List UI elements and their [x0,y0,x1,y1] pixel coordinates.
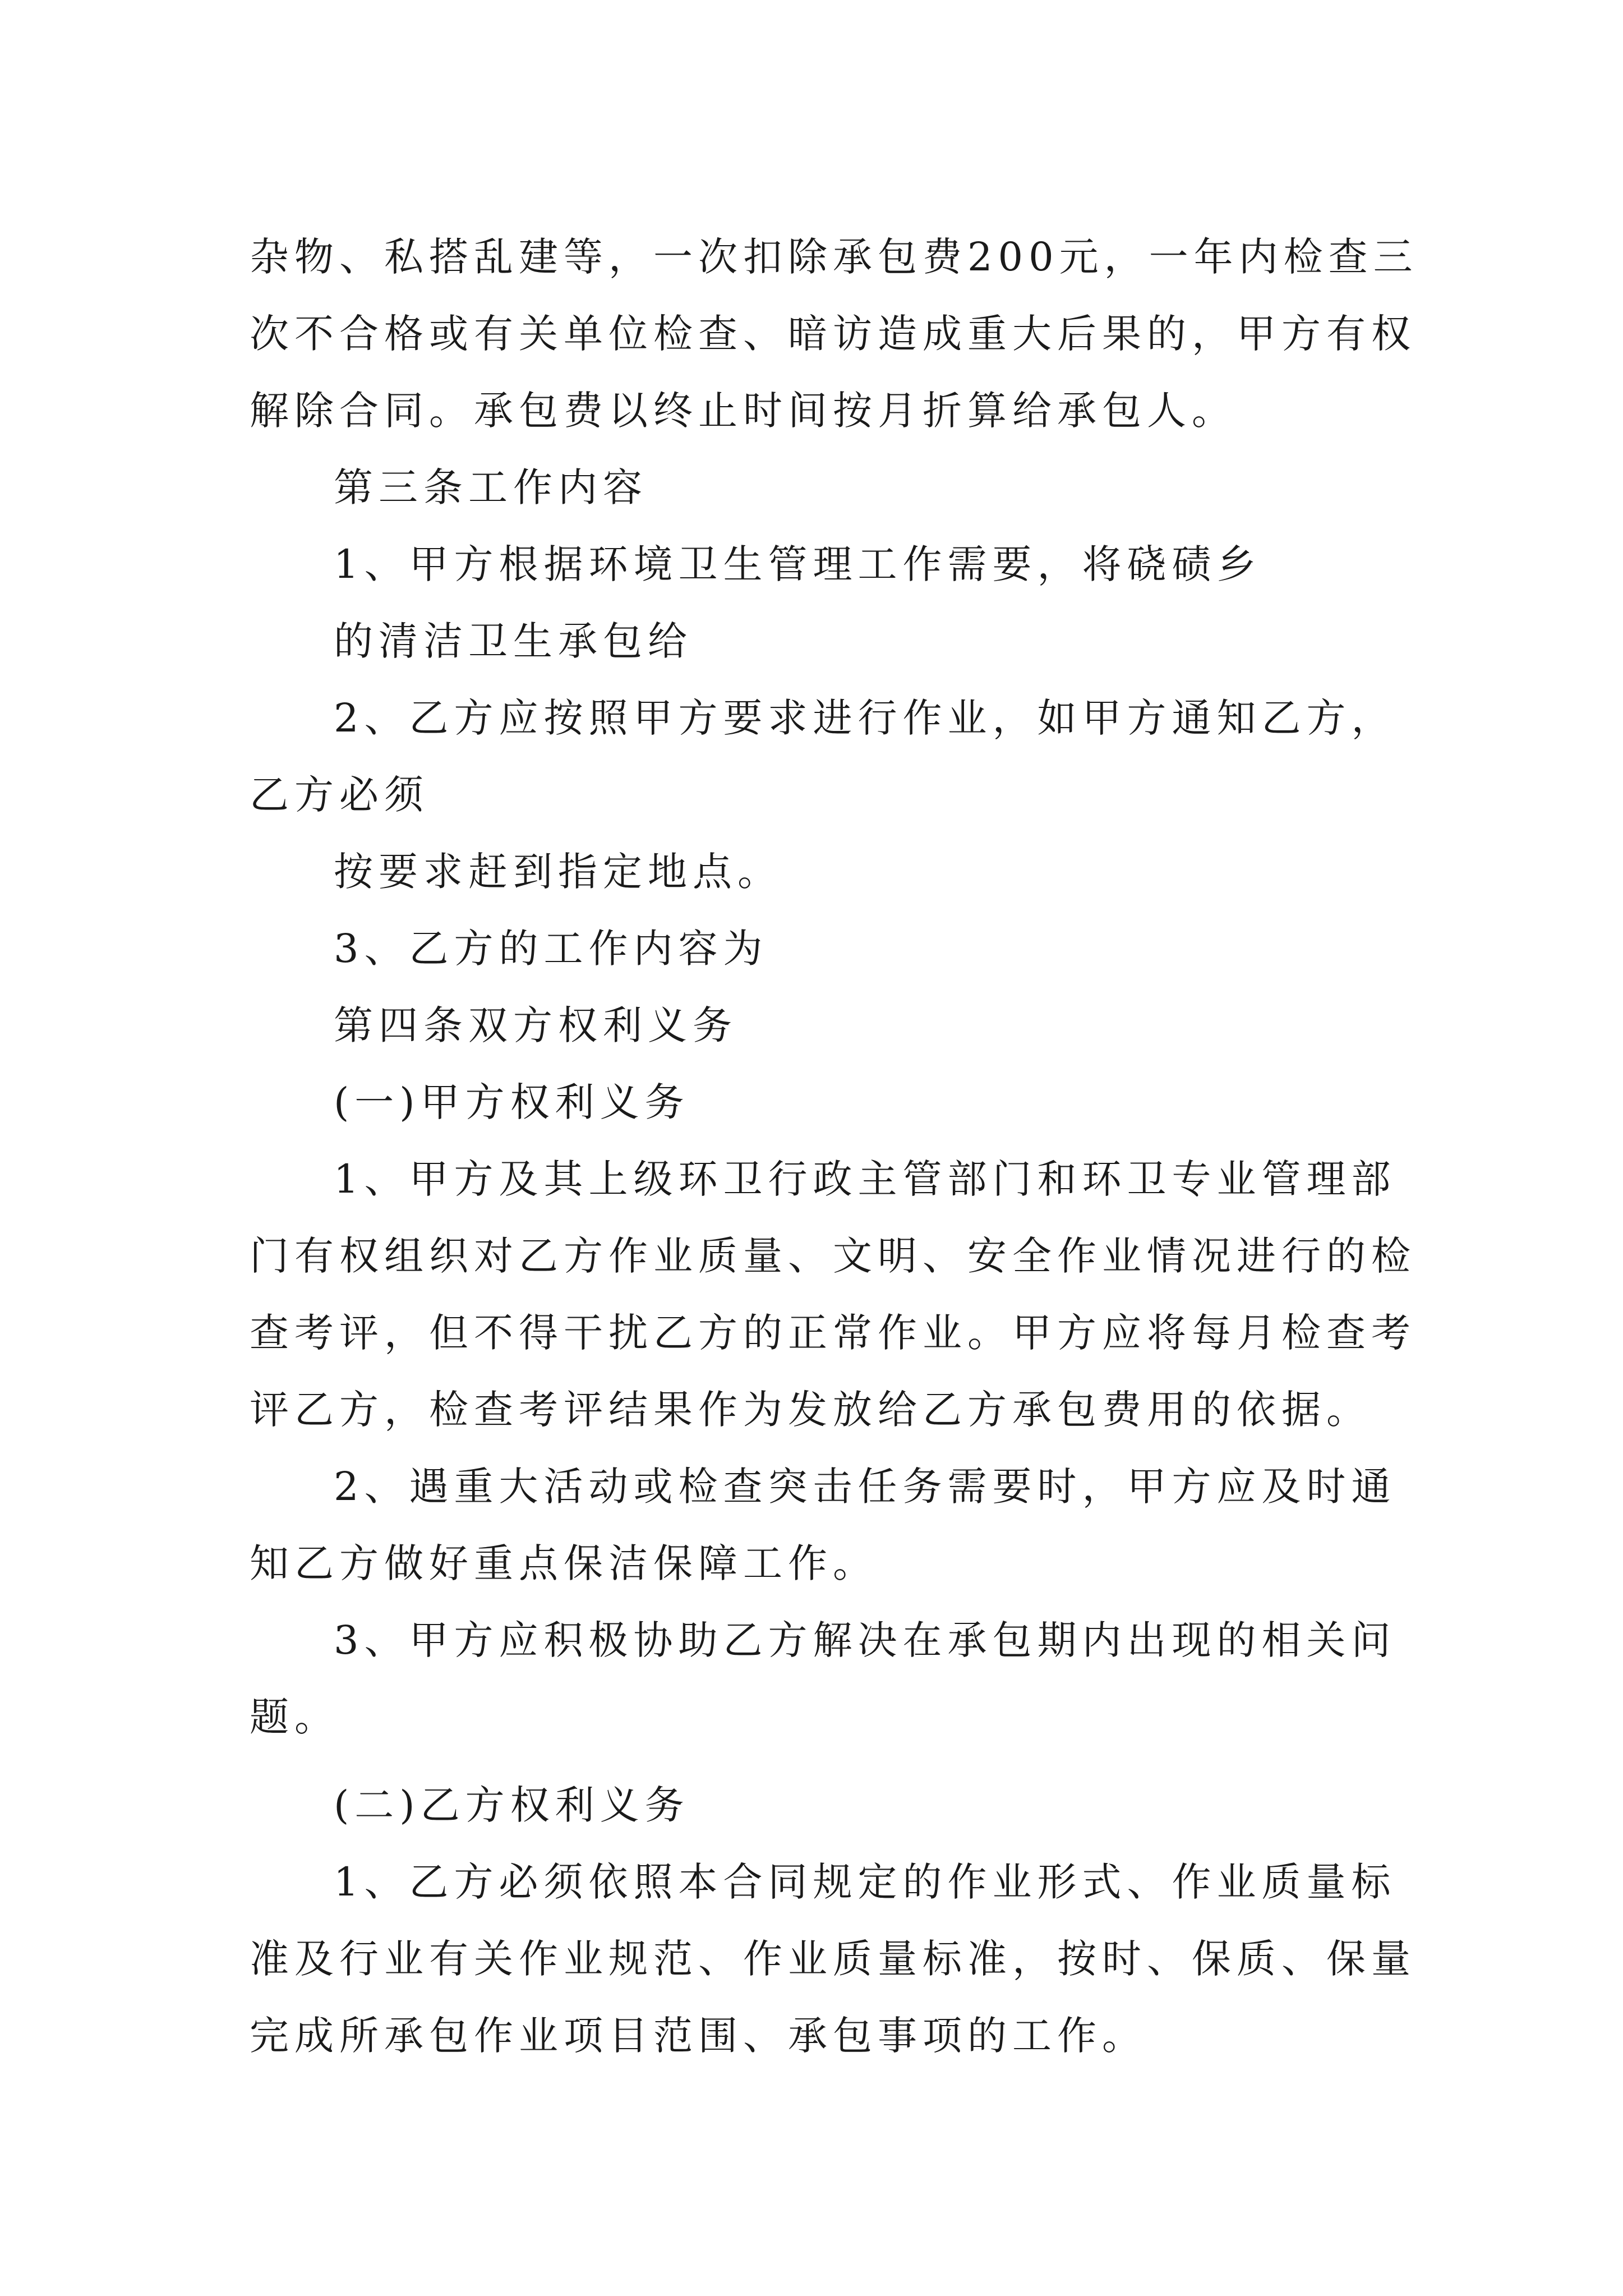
paragraph-gap [250,1756,1388,1767]
section-heading: 第三条工作内容 [334,464,648,510]
text-line: 次不合格或有关单位检查、暗访造成重大后果的，甲方有权 [250,311,1416,357]
text-line: 门有权组织对乙方作业质量、文明、安全作业情况进行的检 [250,1233,1416,1279]
text-line: 按要求赶到指定地点。 [334,849,782,895]
text-line: 1、甲方及其上级环卫行政主管部门和环卫专业管理部 [334,1156,1396,1202]
text-line: 3、甲方应积极协助乙方解决在承包期内出现的相关问 [334,1617,1396,1663]
text-line: 1、乙方必须依照本合同规定的作业形式、作业质量标 [334,1859,1396,1905]
text-line: 乙方必须 [250,772,429,818]
subsection-heading: (二)乙方权利义务 [334,1782,690,1828]
subsection-heading: (一)甲方权利义务 [334,1079,690,1125]
text-line: 杂物、私搭乱建等，一次扣除承包费200元，一年内检查三 [250,234,1418,280]
text-line: 查考评，但不得干扰乙方的正常作业。甲方应将每月检查考 [250,1310,1416,1356]
text-line: 准及行业有关作业规范、作业质量标准，按时、保质、保量 [250,1936,1416,1982]
text-line: 2、遇重大活动或检查突击任务需要时，甲方应及时通 [334,1464,1396,1510]
text-line: 题。 [250,1694,339,1740]
text-line: 的清洁卫生承包给 [334,618,693,664]
text-line: 2、乙方应按照甲方要求进行作业，如甲方通知乙方， [334,695,1396,741]
text-line: 完成所承包作业项目范围、承包事项的工作。 [250,2013,1147,2059]
text-line: 3、乙方的工作内容为 [334,926,768,972]
text-line: 1、甲方根据环境卫生管理工作需要，将硗碛乡 [334,541,1262,587]
text-line: 评乙方，检查考评结果作为发放给乙方承包费用的依据。 [250,1387,1371,1433]
text-line: 知乙方做好重点保洁保障工作。 [250,1540,878,1586]
document-body [250,219,1418,2074]
section-heading: 第四条双方权利义务 [334,1002,737,1048]
text-line: 解除合同。承包费以终止时间按月折算给承包人。 [250,388,1237,434]
